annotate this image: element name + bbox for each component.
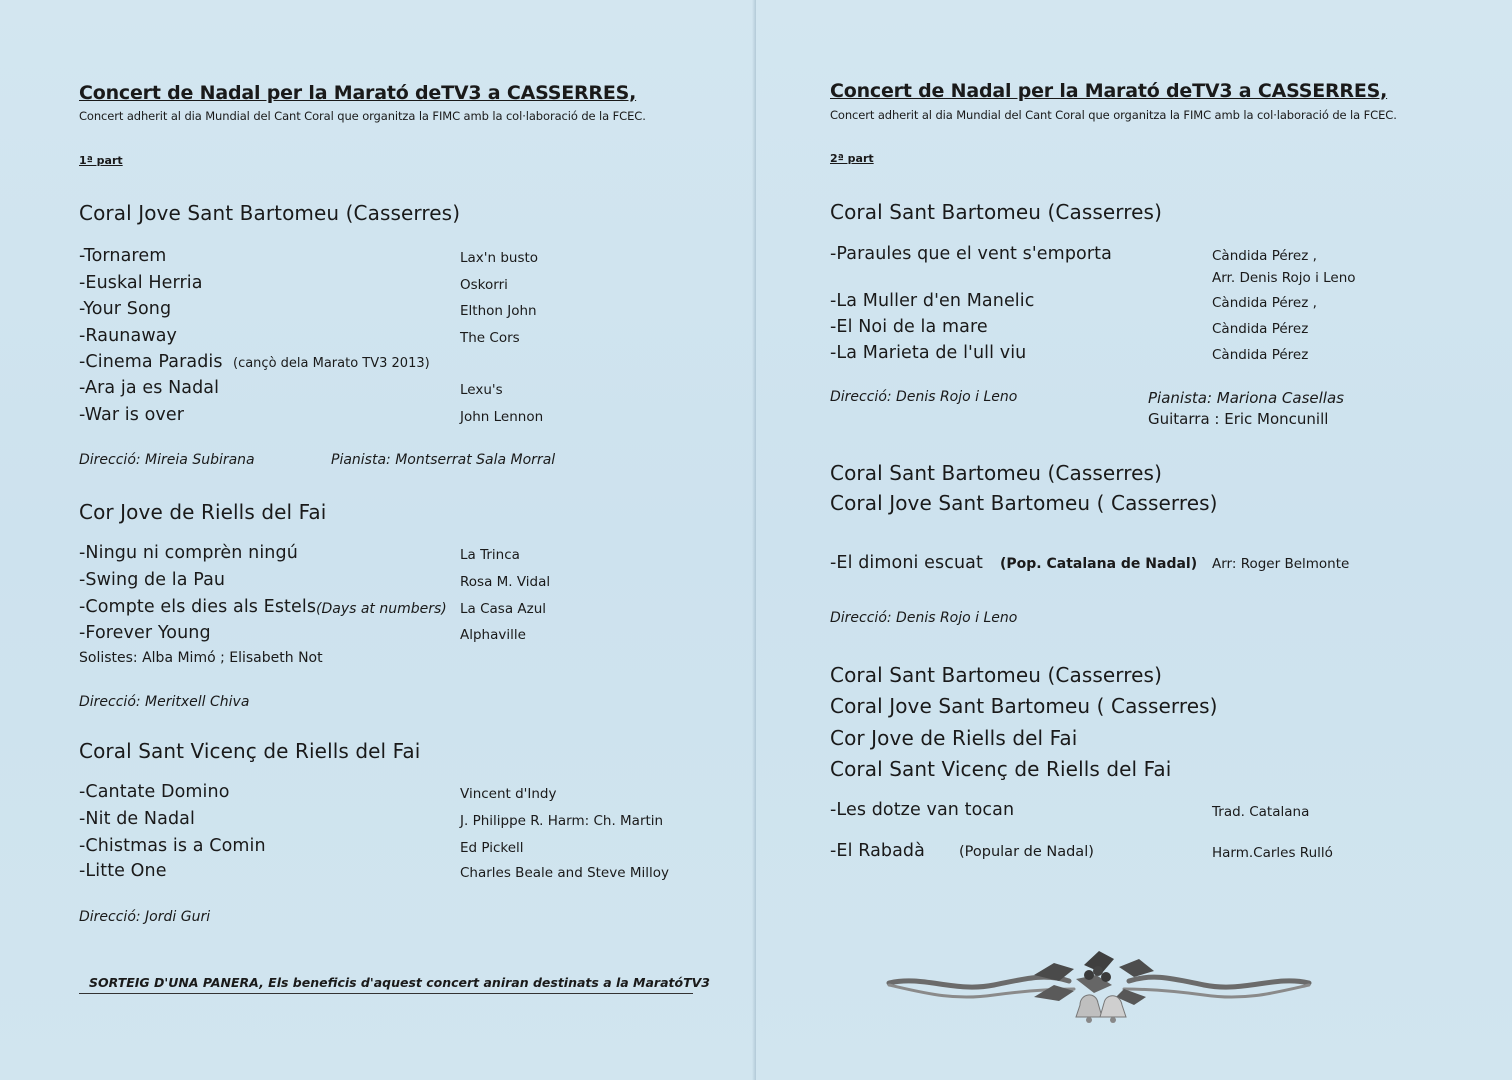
song-note: (Days at numbers) [316, 601, 447, 617]
choir-name: Coral Sant Bartomeu (Casserres) [830, 663, 1162, 687]
direction-label: Direcció: Jordi Guri [79, 909, 211, 925]
song-author: Lax'n busto [460, 250, 539, 266]
song-author: Càndida Pérez [1212, 347, 1309, 363]
footer-note: SORTEIG D'UNA PANERA, Els beneficis d'aquest concert aniran destinats a la MaratóTV3 [89, 975, 710, 990]
song-author: Arr: Roger Belmonte [1212, 556, 1350, 572]
song-note: (cançò dela Marato TV3 2013) [233, 356, 430, 371]
song-author: Alphaville [460, 627, 526, 643]
song-title: -Ningu ni comprèn ningú [79, 543, 298, 563]
song-title: -Tornarem [79, 246, 167, 266]
song-note: (Popular de Nadal) [959, 844, 1094, 860]
page-subtitle: Concert adherit al dia Mundial del Cant Coral que organitza la FIMC amb la col·laboració de la FCEC. [830, 108, 1397, 122]
song-author: La Trinca [460, 547, 520, 563]
choir-name: Coral Sant Vicenç de Riells del Fai [79, 739, 421, 763]
song-title: -El Noi de la mare [830, 317, 988, 337]
song-author: La Casa Azul [460, 601, 547, 617]
song-arranger: Arr. Denis Rojo i Leno [1212, 270, 1356, 286]
song-author: Oskorri [460, 277, 508, 293]
song-author: J. Philippe R. Harm: Ch. Martin [460, 813, 664, 829]
direction-label: Direcció: Meritxell Chiva [79, 694, 250, 710]
choir-name: Coral Jove Sant Bartomeu (Casserres) [79, 201, 461, 225]
song-author: Rosa M. Vidal [460, 574, 551, 590]
page-subtitle: Concert adherit al dia Mundial del Cant Coral que organitza la FIMC amb la col·laboració de la FCEC. [79, 109, 646, 123]
song-title: -Chistmas is a Comin [79, 836, 266, 856]
song-author: Vincent d'Indy [460, 786, 557, 802]
song-author: Lexu's [460, 382, 503, 398]
song-author: Ed Pickell [460, 840, 524, 856]
song-title: -Litte One [79, 861, 167, 881]
right-page [756, 0, 1512, 1080]
song-title: -El dimoni escuat [830, 553, 983, 573]
song-title: -Your Song [79, 299, 172, 319]
song-author: John Lennon [460, 409, 544, 425]
choir-name: Coral Jove Sant Bartomeu ( Casserres) [830, 491, 1218, 515]
pianist-label: Pianista: Montserrat Sala Morral [331, 452, 556, 468]
direction-label: Direcció: Denis Rojo i Leno [830, 610, 1018, 626]
song-note: (Pop. Catalana de Nadal) [1000, 556, 1198, 572]
footer-divider [79, 993, 693, 994]
song-author: The Cors [460, 330, 520, 346]
choir-name: Cor Jove de Riells del Fai [79, 500, 327, 524]
song-author: Elthon John [460, 303, 537, 319]
song-title: -Forever Young [79, 623, 211, 643]
song-title: -Nit de Nadal [79, 809, 195, 829]
choir-name: Coral Sant Vicenç de Riells del Fai [830, 757, 1172, 781]
song-author: Trad. Catalana [1212, 804, 1310, 820]
direction-label: Direcció: Mireia Subirana [79, 452, 255, 468]
page-title: Concert de Nadal per la Marató deTV3 a CASSERRES, [79, 82, 637, 104]
song-title: -Raunaway [79, 326, 178, 346]
song-title: -War is over [79, 405, 185, 425]
song-author: Càndida Pérez [1212, 321, 1309, 337]
pianist-label: Pianista: Mariona Casellas [1148, 389, 1344, 407]
song-title: -La Muller d'en Manelic [830, 291, 1035, 311]
song-title: -Swing de la Pau [79, 570, 226, 590]
direction-label: Direcció: Denis Rojo i Leno [830, 389, 1018, 405]
choir-name: Coral Sant Bartomeu (Casserres) [830, 200, 1162, 224]
song-title: -Cinema Paradis [79, 352, 223, 372]
song-title: -Paraules que el vent s'emporta [830, 244, 1112, 264]
song-author: Càndida Pérez , [1212, 248, 1317, 264]
song-author: Charles Beale and Steve Milloy [460, 865, 669, 881]
song-title: -Compte els dies als Estels [79, 597, 317, 617]
choir-name: Coral Jove Sant Bartomeu ( Casserres) [830, 694, 1218, 718]
choir-name: Cor Jove de Riells del Fai [830, 726, 1078, 750]
choir-name: Coral Sant Bartomeu (Casserres) [830, 461, 1162, 485]
song-title: -Cantate Domino [79, 782, 230, 802]
part-label: 1ª part [79, 154, 123, 167]
holly-garland-icon [884, 945, 1314, 1035]
page-title: Concert de Nadal per la Marató deTV3 a CASSERRES, [830, 80, 1388, 102]
song-author: Harm.Carles Rulló [1212, 845, 1333, 861]
song-title: -Les dotze van tocan [830, 800, 1015, 820]
song-author: Càndida Pérez , [1212, 295, 1317, 311]
song-title: -Ara ja es Nadal [79, 378, 220, 398]
song-title: -La Marieta de l'ull viu [830, 343, 1027, 363]
guitar-label: Guitarra : Eric Moncunill [1148, 410, 1329, 428]
soloists-label: Solistes: Alba Mimó ; Elisabeth Not [79, 650, 323, 666]
part-label: 2ª part [830, 152, 874, 165]
song-title: -El Rabadà [830, 841, 925, 861]
song-title: -Euskal Herria [79, 273, 203, 293]
